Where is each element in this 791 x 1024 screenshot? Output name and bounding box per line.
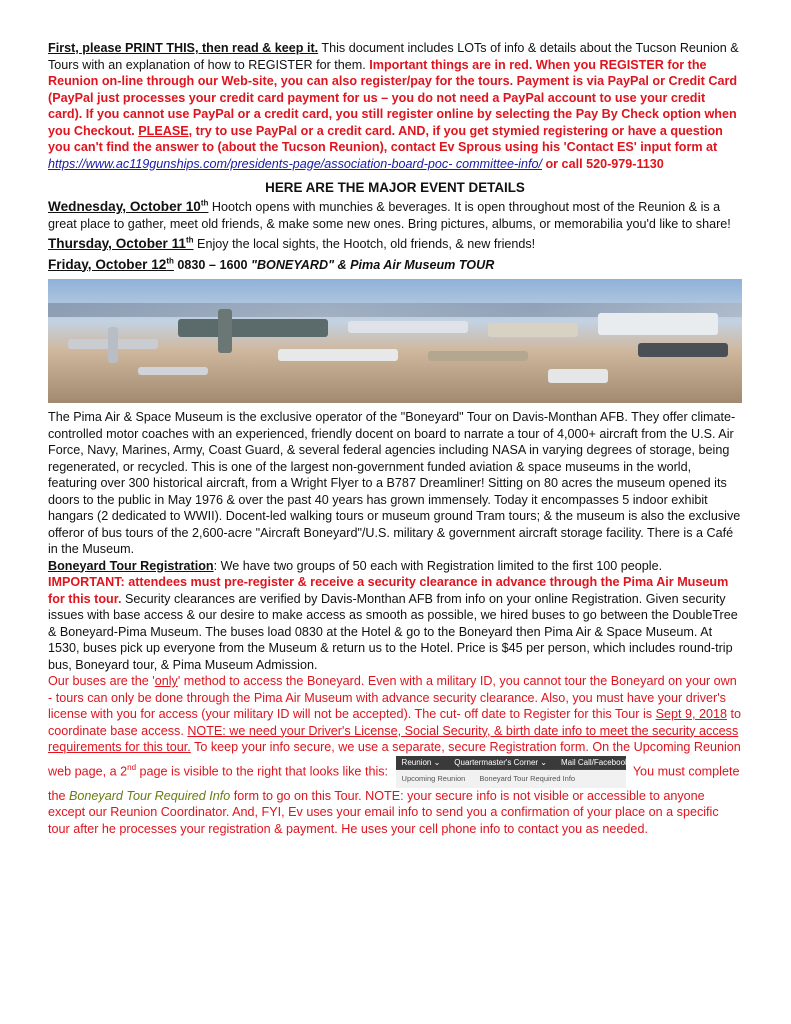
- museum-paragraph: The Pima Air & Space Museum is the exclusive operator of the "Boneyard" Tour on Davis-Monthan AFB. They offer climate-controlled motor coaches with an experienced, friendly docent on board to narrate a tour of 4,000+ aircraft from the U.S. Air Force, Navy, Marines, Army, Coast Guard, & several federal agencies including NASA in varying degrees of storage, being regenerated, or recycled. This is one of the largest non-government funded aviation & space museums in the world, featuring over 300 historical aircraft, from a Wright Flyer to a B787 Dreamliner! Sitting on 80 acres the museum opened its doors to the public in May 1976 & over the past 40 years has grown immensely. Today it encompasses 5 indoor exhibit hangars (2 dedicated to WWII). Docent-led walking tours or museum ground Tram tours; & the museum is also the exclusive offeror of bus tours of the 2,600-acre "Aircraft Boneyard"/U.S. military & government aircraft storage facility. There is a Café in the Museum.: [48, 410, 741, 556]
- thursday-date: Thursday, October 11th: [48, 235, 194, 251]
- wednesday-paragraph: [48, 199, 742, 232]
- registration-details: Security clearances are verified by Davis-Monthan AFB from info on your online Registration. Given security issues with base access & our desire to make access as smooth as possible, we hired buses to go between the DoubleTree & Boneyard-Pima Museum. The buses load 0830 at the Hotel & go to the Boneyard then Pima Air & Space Museum. At 1530, buses pick up everyone from the Museum & return us to the Hotel. Price is $45 per person, which includes round-trip bus, Boneyard tour, & Pima Museum Admission.: [48, 591, 738, 672]
- buses-paragraph: Our buses are the 'only' method to access the Boneyard. Even with a military ID, you cannot tour the Boneyard on your own - tours can only be done through the Pima Air Museum with advance security clearance. Also, you must have your driver's license with you for access (your military ID will not be accepted). The cut- off date to Register for this Tour is Sept 9, 2018 to coordinate base access. NOTE: we need your Driver's License, Social Security, & birth date info to meet the security access requirements for this tour. To keep your info secure, we use a separate, secure Registration form. On the Upcoming Reunion web page, a 2nd page is visible to the right that looks like this: Reunion ⌄ Quartermaster's Corner ⌄ Mail Call/Facebook Upcoming Reunion Boneyard Tour Required Info You must complete the Boneyard Tour Required Info form to go on this Tour. NOTE: your secure info is not visible or accessible to anyone except our Reunion Coordinator. And, FYI, Ev uses your email info to send you a confirmation of your place on a specific tour after he processes your registration & payment. He uses your cell phone info to contact you as needed.: [48, 674, 742, 836]
- registration-paragraph: [48, 558, 742, 674]
- cutoff-date: Sept 9, 2018: [655, 707, 727, 721]
- friday-time: 0830 – 1600: [173, 257, 251, 272]
- friday-date: Friday, October 12th: [48, 255, 174, 272]
- important-notice: IMPORTANT: attendees must pre-register & receive a security clearance in advance through the Pima Air Museum for this tour.: [48, 575, 729, 606]
- boneyard-photo: [48, 279, 742, 403]
- friday-paragraph: [48, 257, 742, 274]
- intro-important: Important things are in red. When you REGISTER for the Reunion on-line through our Web-site, you can also register/pay for the tours. Payment is via PayPal or Credit Card (PayPal just processes your credit card payment for us – you do not need a PayPal account to use your credit card). If you cannot use PayPal or a credit card, you still register online by selecting the Pay By Check option when you Checkout.: [48, 57, 738, 138]
- tour-title: "BONEYARD" & Pima Air Museum TOUR: [250, 257, 495, 272]
- only-text: only: [154, 674, 178, 688]
- security-note: NOTE: we need your Driver's License, Social Security, & birth date info to meet the security access requirements for this tour.: [48, 723, 739, 754]
- registration-label: Boneyard Tour Registration: [48, 558, 214, 573]
- contact-link[interactable]: https://www.ac119gunships.com/presidents-page/association-board-poc- committee-info/: [48, 156, 542, 171]
- please-text: PLEASE: [138, 123, 189, 138]
- intro-contact: , try to use PayPal or a credit card. AND, if you get stymied registering or have a question you can't find the answer to (about the Tucson Reunion), contact Ev Sprous using his 'Contact ES' input form at: [48, 123, 723, 154]
- document-page: [48, 40, 742, 837]
- section-heading: HERE ARE THE MAJOR EVENT DETAILS: [265, 180, 525, 195]
- wednesday-date: Wednesday, October 10th: [48, 198, 209, 214]
- thursday-paragraph: [48, 236, 742, 253]
- wednesday-text: Hootch opens with munchies & beverages. It is open throughout most of the Reunion & is a great place to gather, meet old friends, & make some new ones. Bring pictures, albums, or memorabilia you'd like to share!: [48, 200, 731, 231]
- phone-text: or call 520-979-1130: [541, 156, 664, 171]
- thursday-text: Enjoy the local sights, the Hootch, old friends, & new friends!: [193, 237, 536, 251]
- menu-screenshot: Reunion ⌄ Quartermaster's Corner ⌄ Mail Call/Facebook Upcoming Reunion Boneyard Tour Required Info: [396, 756, 626, 788]
- print-instruction: First, please PRINT THIS, then read & keep it.: [48, 41, 319, 55]
- intro-paragraph: [48, 40, 742, 172]
- intro-body: This document includes LOTs of info & details about the Tucson Reunion & Tours with an explanation of how to REGISTER for them.: [48, 41, 739, 72]
- required-info-form-name: Boneyard Tour Required Info: [69, 788, 231, 803]
- registration-text: : We have two groups of 50 each with Registration limited to the first 100 people.: [213, 558, 663, 573]
